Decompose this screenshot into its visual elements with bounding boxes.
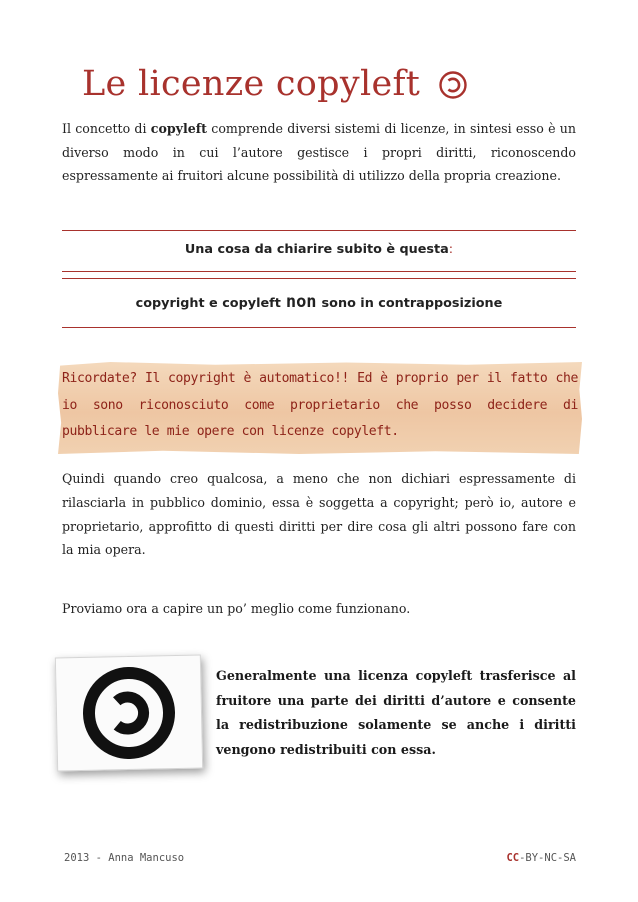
intro-lead: Il concetto di [62, 121, 147, 136]
callout-clarify-text: Una cosa da chiarire subito è questa [184, 242, 449, 257]
footer-license-text: -BY-NC-SA [519, 852, 576, 864]
note-text: Ricordate? Il copyright è automatico!! Ed è proprio per il fatto che io sono riconosciuto come proprietario che posso decidere di pubblicare le mie opere con licenze copyleft. [62, 371, 578, 439]
intro-rest: comprende diversi sistemi di licenze, in sintesi esso è un diverso modo in cui l’autore gestisce i propri diritti, riconoscendo espressamente ai fruitori alcune possibilità di utilizzo della propria creazione. [62, 121, 576, 183]
callout-statement-part2: sono in contrapposizione [321, 296, 503, 311]
highlight-paragraph: Generalmente una licenza copyleft trasferisce al fruitore una parte dei diritti d’autore e consente la redistribuzione solamente se anche i diritti vengono redistribuiti con essa. [216, 668, 576, 757]
body-paragraph-short: Proviamo ora a capire un po’ meglio come funzionano. [62, 601, 411, 616]
footer-cc: CC [506, 852, 520, 864]
footer-license [506, 852, 576, 864]
callout-statement-emphasis: non [285, 292, 317, 312]
callout-statement [62, 292, 576, 312]
divider [62, 327, 576, 328]
copyleft-photo [55, 654, 203, 771]
footer-author: 2013 - Anna Mancuso [64, 852, 185, 864]
divider [62, 271, 576, 272]
intro-term: copyleft [150, 121, 208, 136]
copyleft-icon [63, 662, 195, 765]
divider [62, 230, 576, 231]
callout-clarify [62, 242, 576, 257]
body-paragraph: Quindi quando creo qualcosa, a meno che non dichiari espressamente di rilasciarla in pubblico dominio, essa è soggetta a copyright; però io, autore e proprietario, approfitto di questi diritti per dire cosa gli altri possono fare con la mia opera. [62, 471, 576, 558]
copyleft-icon [438, 70, 468, 100]
callout-clarify-colon: : [448, 242, 454, 257]
intro-paragraph [62, 117, 576, 188]
callout-statement-part1: copyright e copyleft [135, 296, 281, 311]
page-title: Le licenze copyleft [82, 64, 421, 104]
divider [62, 278, 576, 279]
